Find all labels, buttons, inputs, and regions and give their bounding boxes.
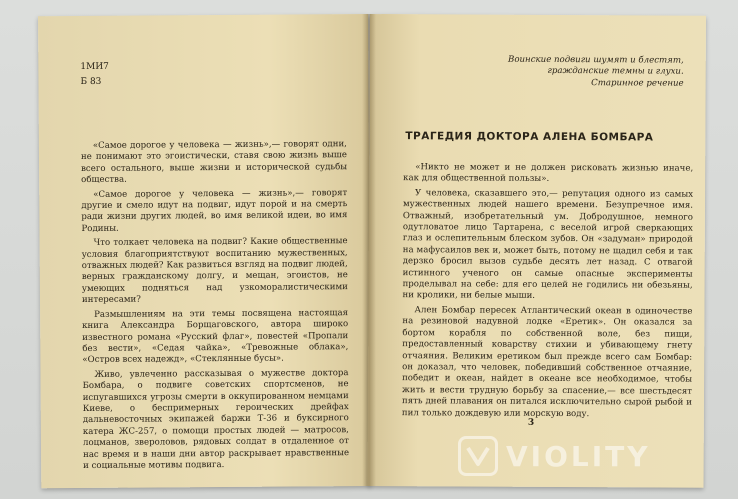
chapter-text xyxy=(402,162,693,423)
epigraph xyxy=(464,54,684,89)
epigraph-line: Воинские подвиги шумят и блестят, xyxy=(508,54,684,66)
paragraph: Что толкает человека на подвиг? Какие общественные условия благоприятствуют воспитанию мужественных, отважных людей? Как развиться взгляд на подвиг людей, верных гражданскому долгу, и мещан, эгоистов, не умеющих подняться над узкоморалистическими интересами? xyxy=(81,236,348,306)
chapter-heading: ТРАГЕДИЯ ДОКТОРА АЛЕНА БОМБАРА xyxy=(405,130,654,144)
epigraph-line: гражданские темны и глухи. xyxy=(547,65,684,77)
watermark-text: VIOLITY xyxy=(506,439,651,473)
paragraph: У человека, сказавшего это,— репутация одного из самых мужественных людей нашего времени. Безупречное имя. Отважный, изобретательный ум. Добродушное, немного одутловатое лицо Тартарена, с веселой игрой сверкающих глаз и ослепительным блеском зубов. Он «задуман» природой на мафусаилов век и, может быть, потому не щадил себя и так дерзко бросил вызов судьбе десять лет назад. С отвагой истинного ученого он самые опасные эксперименты проделывал на себе: для его целей не годились ни обезьяны, ни кролики, ни белые мыши. xyxy=(402,188,694,302)
watermark xyxy=(458,434,651,478)
book-spine xyxy=(362,14,376,486)
open-book xyxy=(38,14,706,486)
catalog-line: Б 83 xyxy=(80,76,102,88)
catalog-line: 1МИ7 xyxy=(80,61,109,73)
paragraph: «Никто не может и не должен рисковать жизнью иначе, как для общественной пользы». xyxy=(403,162,694,185)
paragraph: Живо, увлеченно рассказывая о мужестве доктора Бомбара, о подвиге советских спортсменов, не испугавшихся угрозы смерти в оккупированном немцами Киеве, о беспримерных героических дрейфах дальневосточных экипажей баржи Т-36 и буксирного катера ЖС-257, о помощи простых людей — матросов, лоцманов, звероловов, рядовых солдат в отдаленное от нас время и в наши дни автор раскрывает нравственные и социальные мотивы подвига. xyxy=(82,367,350,471)
right-page xyxy=(368,14,706,488)
paragraph: «Самое дорогое у человека — жизнь»,— говорят другие и смело идут на подвиг, идут порой и на смерть ради жизни других людей, во имя великой идеи, во имя Родины. xyxy=(81,187,348,234)
left-page xyxy=(38,14,371,488)
catalog-index xyxy=(80,60,109,90)
epigraph-source: Старинное речение xyxy=(591,78,684,89)
page-number: 3 xyxy=(527,417,535,428)
paragraph: Размышлениям на эти темы посвящена настоящая книга Александра Борщаговского, автора широко известного романа «Русский флаг», повестей «Пропали без вести», «Седая чайка», «Тревожные облака», «Остров всех надежд», «Стеклянные бусы». xyxy=(82,307,349,366)
annotation-text xyxy=(81,139,349,475)
paragraph: Ален Бомбар пересек Атлантический океан в одиночестве на резиновой надувной лодке «Еретик». Он оказался за бортом корабля по собственной воле, без пищи, предоставленный коварству стихии и убивающему гнету отчаяния. Великим еретиком был прежде всего сам Бомбар: он доказал, что человек, победивший собственное отчаяние, победит и океан, найдет в океане все необходимое, чтобы жить и вести трудную борьбу за спасение,— все шестьдесят пять дней плавания он питался исключительно сырой рыбой и пил только дождевую или морскую воду. xyxy=(401,305,693,419)
violity-logo-icon xyxy=(458,436,498,476)
paragraph: «Самое дорогое у человека — жизнь»,— говорят одни, не понимают это эгоистически, ставя свою жизнь выше всего остального, выше жизни и исторической судьбы общества. xyxy=(80,139,348,186)
